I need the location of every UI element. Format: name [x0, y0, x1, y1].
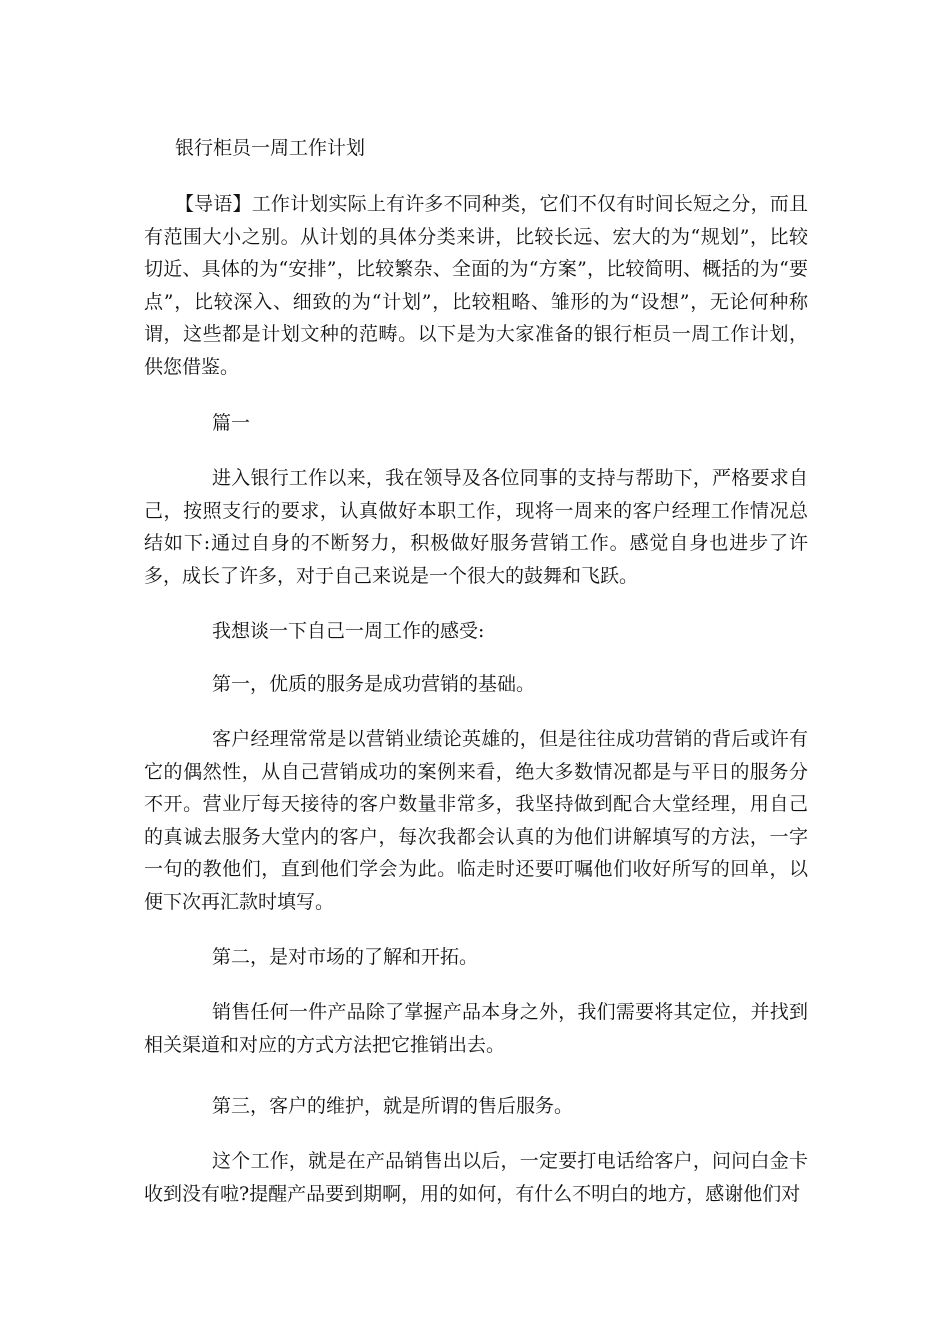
paragraph-1: 进入银行工作以来，我在领导及各位同事的支持与帮助下，严格要求自己，按照支行的要求，认真做好本职工作，现将一周来的客户经理工作情况总结如下:通过自身的不断努力，积极做好服务营销工作。感觉自身也进步了许多，成长了许多，对于自己来说是一个很大的鼓舞和飞跃。 — [144, 467, 808, 587]
paragraph-2: 客户经理常常是以营销业绩论英雄的，但是往往成功营销的背后或许有它的偶然性，从自己营销成功的案例来看，绝大多数情况都是与平日的服务分不开。营业厅每天接待的客户数量非常多，我坚持做到配合大堂经理，用自己的真诚去服务大堂内的客户，每次我都会认真的为他们讲解填写的方法，一字一句的教他们，直到他们学会为此。临走时还要叮嘱他们收好所写的回单，以便下次再汇款时填写。 — [144, 728, 808, 913]
heading-third: 第三，客户的维护，就是所谓的售后服务。 — [212, 1095, 574, 1117]
heading-first: 第一，优质的服务是成功营销的基础。 — [212, 673, 536, 695]
intro-paragraph: 【导语】工作计划实际上有许多不同种类，它们不仅有时间长短之分，而且有范围大小之别。从计划的具体分类来讲，比较长远、宏大的为“规划”，比较切近、具体的为“安排”，比较繁杂、全面的为“方案”，比较简明、概括的为“要点”，比较深入、细致的为“计划”，比较粗略、雏形的为“设想”，无论何种称谓，这些都是计划文种的范畴。以下是为大家准备的银行柜员一周工作计划，供您借鉴。 — [144, 193, 808, 378]
section-heading: 篇一 — [212, 412, 251, 434]
heading-feelings: 我想谈一下自己一周工作的感受: — [212, 620, 485, 642]
document-title: 银行柜员一周工作计划 — [175, 137, 366, 159]
document-page — [144, 0, 808, 1344]
paragraph-4: 这个工作，就是在产品销售出以后，一定要打电话给客户，问问白金卡收到没有啦?提醒产品要到期啊，用的如何，有什么不明白的地方，感谢他们对 — [144, 1150, 808, 1205]
paragraph-3: 销售任何一件产品除了掌握产品本身之外，我们需要将其定位，并找到相关渠道和对应的方式方法把它推销出去。 — [144, 1001, 808, 1056]
heading-second: 第二，是对市场的了解和开拓。 — [212, 946, 479, 968]
